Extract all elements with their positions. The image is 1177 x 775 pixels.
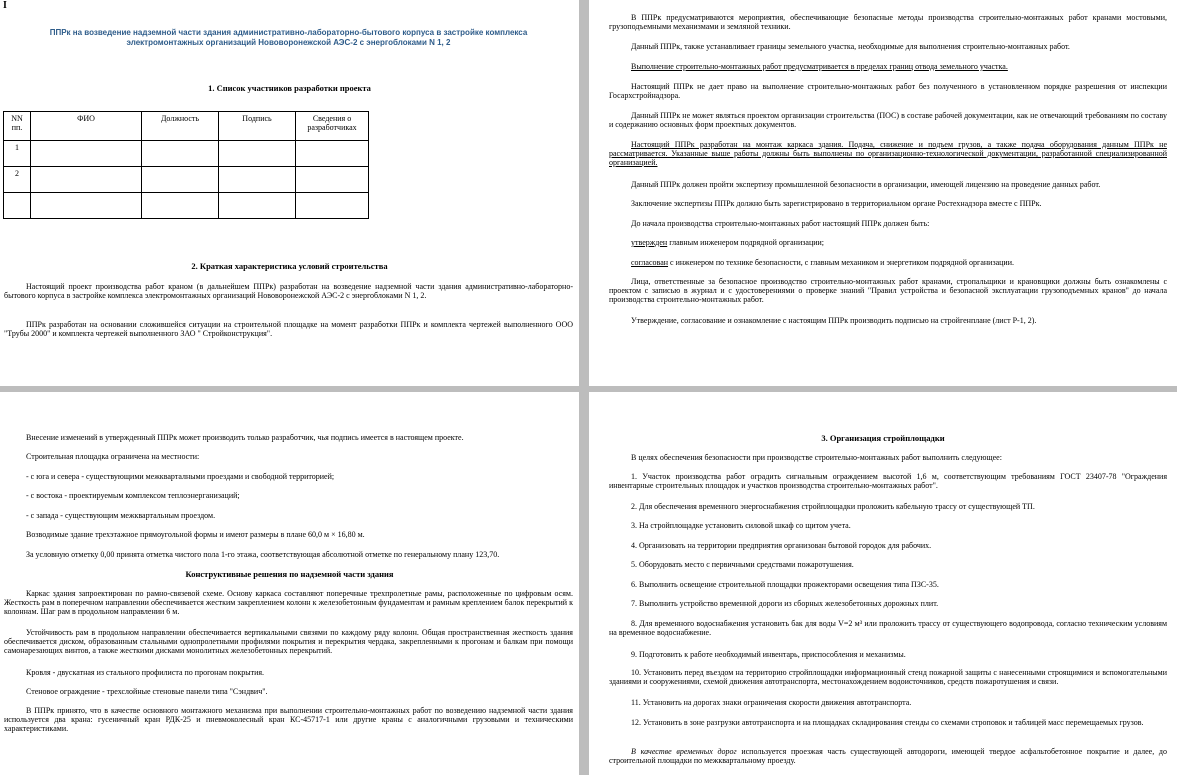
paragraph: В ППРк принято, что в качестве основного монтажного механизма при выполнении строительно-монтажных работ по возведению надземной части здания используется два крана: гусеничный кран РДК-25 и пневмоколесный кран КС-45717-1 или другие краны с аналогичными грузовыми и техническими характеристиками.	[4, 706, 573, 733]
table-cell	[296, 141, 369, 167]
participants-table	[3, 111, 369, 219]
italic-term: В качестве временных дорог	[631, 747, 737, 756]
document-title: ППРк на возведение надземной части здания административно-лабораторно-бытового корпуса в застройке комплекса электромонтажных организаций Нововоронежской АЭС-2 с энергоблоками N 1, 2	[49, 28, 528, 47]
underlined-term: утвержден	[631, 238, 668, 247]
paragraph: Внесение изменений в утвержденный ППРк может производить только разработчик, чья подпись имеется в настоящем проекте.	[26, 433, 464, 442]
paragraph: Устойчивость рам в продольном направлении обеспечивается вертикальными связями по каждому ряду колонн. Общая пространственная жесткость здания обеспечивается диском, образованным стальными однопролетными профилями покрытия и перекрытия чердака, закрепленными к прогонам и балкам при помощи самонарезающих винтов, а также жесткими дисками монолитных железобетонных перекрытий.	[4, 628, 573, 655]
paragraph: В целях обеспечения безопасности при производстве строительно-монтажных работ выполнить следующее:	[631, 453, 1002, 462]
section-2-heading: 2. Краткая характеристика условий строительства	[191, 261, 388, 271]
list-item: 8. Для временного водоснабжения установить бак для воды V=2 м³ или проложить трассу от существующего водопровода, согласно техническим условиям на временное водоснабжение.	[609, 619, 1167, 637]
table-cell	[142, 141, 219, 167]
paragraph: - с запада - существующим межквартальным проездом.	[26, 511, 216, 520]
underlined-term: согласован	[631, 258, 669, 267]
col-header-nn: NN пп.	[4, 112, 31, 141]
paragraph: Данный ППРк, также устанавливает границы земельного участка, необходимые для выполнения строительно-монтажных работ.	[631, 42, 1070, 51]
paragraph: Возводимые здание трехэтажное прямоугольной формы и имеют размеры в плане 60,0 м × 16,80 м.	[26, 530, 365, 539]
paragraph: Заключение экспертизы ППРк должно быть зарегистрировано в территориальном органе Ростехнадзора вместе с ППРк.	[631, 199, 1042, 208]
list-item: 10. Установить перед въездом на территорию стройплощадки информационный стенд пожарной защиты с нанесенными строящимися и вспомогательными зданиями и сооружениями, схемой движения автотранспорта, местонахождением водоисточников, средств пожаротушения и связи.	[609, 668, 1167, 686]
table-cell: 2	[4, 167, 31, 193]
section-3-heading: 3. Организация стройплощадки	[821, 433, 945, 443]
paragraph: Каркас здания запроектирован по рамно-связевой схеме. Основу каркаса составляют поперечные трехпролетные рамы, расположенные по цифровым осям. Жесткость рам в поперечном направлении обеспечивается жестким закреплением колонн к железобетонным фундаментам и рамным креплением балок перекрытий к колоннам. Шаг рам в продольном направлении 6 м.	[4, 589, 573, 616]
list-item: 1. Участок производства работ оградить сигнальным ограждением высотой 1,6 м, соответствующим требованиям ГОСТ 23407-78 "Ограждения инвентарные строительных площадок и участков производства строительно-монтажных работ".	[609, 472, 1167, 490]
section-heading: Конструктивные решения по надземной части здания	[185, 569, 394, 579]
paragraph: Кровля - двускатная из стального профилиста по прогонам покрытия.	[26, 668, 265, 677]
paragraph-text: используется проезжая часть существующей автодороги, имеющей твердое асфальтобетонное покрытие и далее, до строительной площадки по межквартальному проезду.	[609, 747, 1167, 765]
paragraph: ППРк разработан на основании сложившейся ситуации на строительной площадке на момент разработки ППРк и комплекта чертежей выполненного ООО "Трубы 2000" и комплекта чертежей выполненного ЗАО " Стройконструкция".	[4, 320, 573, 338]
list-item: 6. Выполнить освещение строительной площадки прожекторами освещения типа ПЗС-35.	[631, 580, 939, 589]
section-1-heading: 1. Список участников разработки проекта	[208, 83, 371, 93]
paragraph: За условную отметку 0,00 принята отметка чистого пола 1-го этажа, соответствующая абсолютной отметке по генеральному плану 123,70.	[26, 550, 500, 559]
table-cell	[219, 193, 296, 219]
paragraph: Данный ППРк не может являться проектом организации строительства (ПОС) в составе рабочей документации, как не отвечающий требованиям по составу и содержанию основных форм проектных документов.	[609, 111, 1167, 129]
table-cell	[142, 193, 219, 219]
paragraph-text: главным инженером подрядной организации;	[667, 238, 825, 247]
table-cell	[219, 167, 296, 193]
table-cell	[31, 167, 142, 193]
paragraph: - с востока - проектируемым комплексом теплоэнерганизаций;	[26, 491, 240, 500]
col-header-position: Должность	[142, 112, 219, 141]
paragraph: Лица, ответственные за безопасное производство строительно-монтажных работ кранами, стропальщики и крановщики должны быть ознакомлены с проектом с записью в журнал и с удостоверениями о проверке знаний "Правил устройства и безопасной эксплуатации грузоподъемных кранов" до начала производства строительно-монтажных работ.	[609, 277, 1167, 304]
paragraph: - с юга и севера - существующими межкварталными проездами и свободной территорией;	[26, 472, 335, 481]
paragraph-text: с инженером по технике безопасности, с главным механиком и энергетиком подрядной организации.	[668, 258, 1014, 267]
paragraph: В ППРк предусматриваются мероприятия, обеспечивающие безопасные методы производства строительно-монтажных работ кранами мостовыми, грузоподъемными механизмами и земляной техники.	[609, 13, 1167, 31]
list-item: 4. Организовать на территории предприятия организован бытовой городок для рабочих.	[631, 541, 932, 550]
page-marker: I	[3, 0, 7, 11]
table-row	[4, 167, 369, 193]
table-cell	[31, 193, 142, 219]
list-item: 12. Установить в зоне разгрузки автотранспорта и на площадках складирования стенды со схемами строповок и таблицей масс перемещаемых грузов.	[631, 718, 1144, 727]
table-cell	[296, 193, 369, 219]
paragraph: До начала производства строительно-монтажных работ настоящий ППРк должен быть:	[631, 219, 930, 228]
page-2	[589, 0, 1177, 386]
page-4	[589, 392, 1177, 775]
table-cell	[219, 141, 296, 167]
list-item: 11. Установить на дорогах знаки ограничения скорости движения автотранспорта.	[631, 698, 912, 707]
paragraph: Выполнение строительно-монтажных работ предусматривается в пределах границ отвода земельного участка.	[631, 62, 1008, 71]
paragraph: Настоящий проект производства работ краном (в дальнейшем ППРк) разработан на возведение надземной части здания административно-лабораторно-бытового корпуса в застройке комплекса электромонтажных организаций Нововоронежской АЭС-2 с энергоблоками N 1, 2.	[4, 282, 573, 300]
table-row	[4, 193, 369, 219]
table-cell	[4, 193, 31, 219]
page-1	[0, 0, 579, 386]
table-cell: 1	[4, 141, 31, 167]
page-3	[0, 392, 579, 775]
table-header-row	[4, 112, 369, 141]
col-header-fio: ФИО	[31, 112, 142, 141]
paragraph	[609, 238, 1167, 247]
paragraph: Стеновое ограждение - трехслойные стеновые панели типа "Сэндвич".	[26, 687, 268, 696]
list-item: 2. Для обеспечения временного энергоснабжения стройплощадки проложить кабельную трассу от существующей ТП.	[631, 502, 1035, 511]
table-cell	[31, 141, 142, 167]
col-header-info: Сведения о разработчиках	[296, 112, 369, 141]
list-item: 9. Подготовить к работе необходимый инвентарь, приспособления и механизмы.	[631, 650, 906, 659]
list-item: 3. На стройплощадке установить силовой шкаф со щитом учета.	[631, 521, 851, 530]
paragraph	[609, 747, 1167, 765]
list-item: 5. Оборудовать место с первичными средствами пожаротушения.	[631, 560, 854, 569]
table-cell	[296, 167, 369, 193]
paragraph: Утверждение, согласование и ознакомление с настоящим ППРк производить подписью на стройгенплане (лист Р-1, 2).	[631, 316, 1037, 325]
paragraph: Настоящий ППРк не дает право на выполнение строительно-монтажных работ без полученного в установленном порядке разрешения от инспекции Госархстройнадзора.	[609, 82, 1167, 100]
paragraph: Строительная площадка ограничена на местности:	[26, 452, 200, 461]
list-item: 7. Выполнить устройство временной дороги из сборных железобетонных дорожных плит.	[631, 599, 939, 608]
paragraph: Данный ППРк должен пройти экспертизу промышленной безопасности в организации, имеющей лицензию на проведение данных работ.	[631, 180, 1101, 189]
col-header-signature: Подпись	[219, 112, 296, 141]
table-row	[4, 141, 369, 167]
table-cell	[142, 167, 219, 193]
paragraph	[609, 258, 1167, 267]
paragraph: Настоящий ППРк разработан на монтаж каркаса здания. Подача, снижение и подъем грузов, а также подача оборудования данным ППРк не рассматривается. Указанные выше работы должны быть выполнены по организационно-технологической документации, разработанной специализированной организацией.	[609, 140, 1167, 167]
